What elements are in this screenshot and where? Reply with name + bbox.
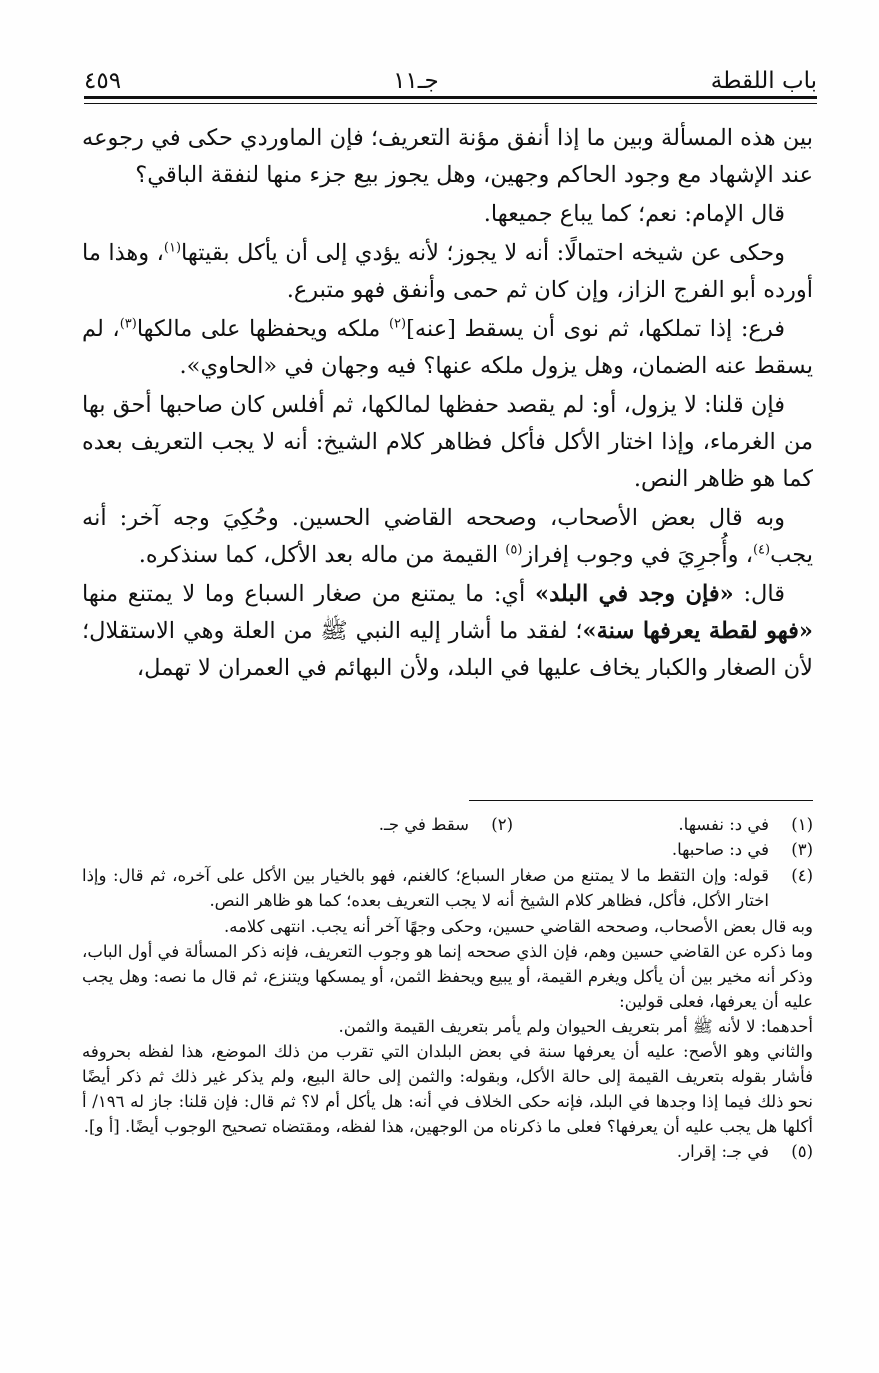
- main-text: [82, 120, 813, 689]
- section-title: باب اللقطة: [710, 68, 817, 94]
- header-rule: [84, 96, 817, 104]
- paragraph: قال: «فإن وجد في البلد» أي: ما يمتنع من صغار السباع وما لا يمتنع منها «فهو لقطة يعرفها سنة»؛ لفقد ما أشار إليه النبي ﷺ من العلة وهي الاستقلال؛ لأن الصغار والكبار يخاف عليها في البلد، ولأن البهائم في العمران لا تهمل،: [82, 581, 813, 681]
- footnote-ref[interactable]: (٢): [388, 316, 407, 332]
- footnote-number: (٢): [491, 815, 513, 834]
- volume-label: جـ١١: [393, 68, 439, 94]
- footnote: [513, 812, 813, 837]
- footnote: [82, 863, 813, 913]
- footnote: [82, 837, 813, 862]
- footnote-ref[interactable]: (١): [163, 240, 182, 256]
- paragraph: بين هذه المسألة وبين ما إذا أنفق مؤنة التعريف؛ فإن الماوردي حكى في رجوعه عند الإشهاد مع وجود الحاكم وجهين، وهل يجوز بيع جزء منها لنفقة الباقي؟: [82, 125, 813, 188]
- footnote-continuation: وما ذكره عن القاضي حسين وهم، فإن الذي صححه إنما هو وجوب التعريف، فإنه ذكر المسألة في أول الباب، وذكر أنه مخير بين أن يأكل ويغرم القيمة، أو يبيع ويحفظ الثمن، أو يمسكها ويتنزع، ثم قال ما نصه: وهل يجب عليه أن يعرفها، فعلى قولين:: [82, 942, 813, 1011]
- footnote-ref[interactable]: (٥): [505, 542, 523, 558]
- paragraph: وبه قال بعض الأصحاب، وصححه القاضي الحسين. وحُكِيَ وجه آخر: أنه يجب$^{(٤)}$، وأُجرِيَ في وجوب إفراز$^{(٥)}$ القيمة من ماله بعد الأكل، كما سنذكره.: [82, 505, 813, 568]
- footnote-number: (٣): [791, 840, 813, 859]
- footnote-text: سقط في جـ.: [378, 815, 469, 834]
- footnote-number: (٥): [791, 1142, 813, 1161]
- footnote-ref[interactable]: (٣): [119, 316, 137, 332]
- footnote-text: في د: صاحبها.: [671, 840, 769, 859]
- footnote-rule: [469, 800, 813, 801]
- footnote-text: قوله: وإن التقط ما لا يمتنع من صغار السباع؛ كالغنم، فهو بالخيار بين الأكل على آخره، ثم قال: وإذا اختار الأكل، فأكل، فظاهر كلام الشيخ أنه لا يجب التعريف بعده؛ كما هو ظاهر النص.: [82, 866, 769, 910]
- running-header: [84, 58, 817, 94]
- footnotes: [82, 812, 813, 1165]
- page-number: ٤٥٩: [84, 68, 122, 94]
- footnote-continuation: وبه قال بعض الأصحاب، وصححه القاضي حسين، وحكى وجهًا آخر أنه يجب. انتهى كلامه.: [223, 917, 813, 936]
- paragraph: فإن قلنا: لا يزول، أو: لم يقصد حفظها لمالكها، ثم أفلس كان صاحبها أحق بها من الغرماء، وإذا اختار الأكل فأكل فظاهر كلام الشيخ: أنه لا يجب التعريف بعده كما هو ظاهر النص.: [82, 392, 813, 492]
- footnote-number: (١): [791, 815, 813, 834]
- paragraph: فرع: إذا تملكها، ثم نوى أن يسقط [عنه]$^{(٢)}$ ملكه ويحفظها على مالكها$^{(٣)}$، لم يسقط عنه الضمان، وهل يزول ملكه عنها؟ فيه وجهان في «الحاوي».: [82, 316, 813, 379]
- quoted-matn: «فهو لقطة يعرفها سنة»: [582, 618, 813, 644]
- footnote-continuation: والثاني وهو الأصح: عليه أن يعرفها سنة في بعض البلدان التي تقرب من ذلك الموضع، هذا لفظه بحروفه فأشار بقوله بتعريف القيمة إلى حالة الأكل، وبقوله: والثمن إلى حالة البيع، ولم يذكر غير ذلك ثم ذكر أيضًا نحو ذلك فيما إذا وجدها في البلد، فإنه حكى الخلاف في أنه: هل يأكل أم لا؟ ثم قال: فإن قلنا: جاز له ١٩٦/ أ أكلها هل يجب عليه أن يعرفها؟ فعلى ما ذكرناه من الوجهين، هذا لفظه، ومقتضاه تصحيح الوجوب أيضًا. [أ و].: [82, 1042, 813, 1136]
- footnote: [213, 812, 513, 837]
- paragraph: قال الإمام: نعم؛ كما يباع جميعها.: [483, 201, 785, 227]
- footnote: [82, 1139, 813, 1164]
- footnote-number: (٤): [791, 866, 813, 885]
- paragraph: وحكى عن شيخه احتمالًا: أنه لا يجوز؛ لأنه يؤدي إلى أن يأكل بقيتها$^{(١)}$، وهذا ما أورده أبو الفرج الزاز، وإن كان ثم حمى وأنفق فهو متبرع.: [82, 240, 813, 303]
- quoted-matn: «فإن وجد في البلد»: [535, 581, 734, 607]
- footnote-row: [82, 812, 813, 837]
- footnote-continuation: أحدهما: لا لأنه ﷺ أمر بتعريف الحيوان ولم يأمر بتعريف القيمة والثمن.: [338, 1017, 813, 1036]
- footnote-ref[interactable]: (٤): [752, 542, 771, 558]
- footnote-text: في د: نفسها.: [678, 815, 769, 834]
- footnote-text: في جـ: إقرار.: [676, 1142, 769, 1161]
